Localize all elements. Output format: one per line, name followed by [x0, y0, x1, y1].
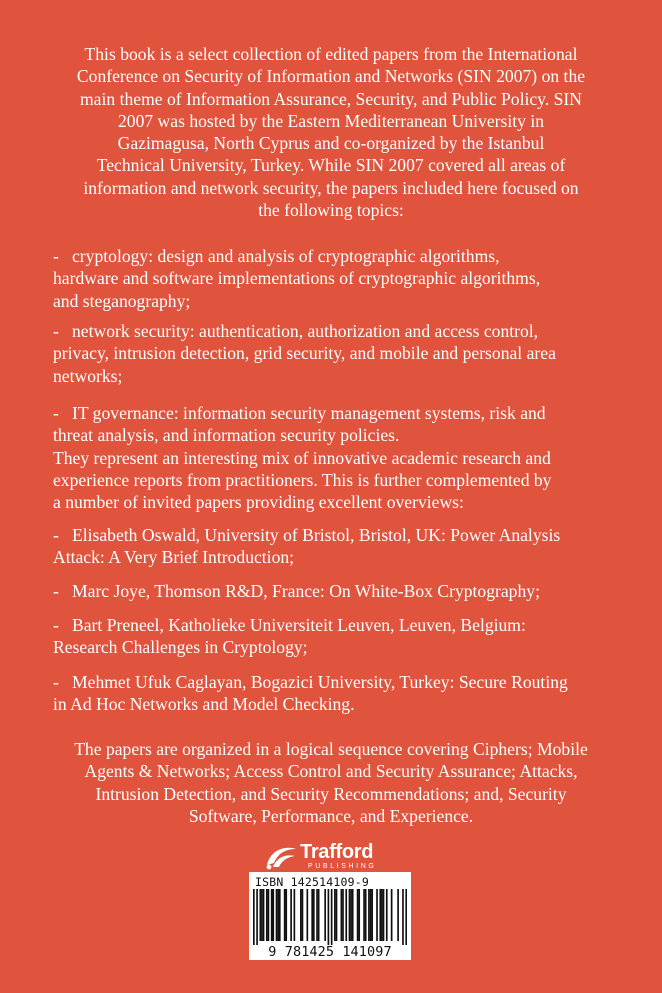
barcode-box: [249, 872, 411, 960]
intro-line: This book is a select collection of edited papers from the International: [84, 44, 578, 64]
barcode-bar: [342, 889, 344, 941]
barcode-bar: [405, 889, 407, 945]
barcode-bar: [271, 889, 273, 941]
closing-paragraph: [40, 738, 622, 827]
invited-preneel: [53, 614, 628, 659]
barcode-bar: [277, 889, 279, 941]
barcode-bar: [256, 889, 258, 945]
intro-line: Conference on Security of Information and Networks (SIN 2007) on the: [76, 66, 586, 87]
barcode-bar: [383, 889, 385, 941]
barcode-bar: [272, 889, 274, 941]
barcode-bar: [266, 889, 268, 941]
barcode-bar: [306, 889, 308, 941]
publisher-subtitle: PUBLISHING: [308, 863, 377, 870]
publisher-name: Trafford: [300, 841, 374, 863]
barcode-bar: [402, 889, 404, 945]
topic-line: [53, 245, 628, 267]
intro-line: Technical University, Turkey. While SIN 2007 covered all areas of: [96, 155, 566, 176]
invited-text: Marc Joye, Thomson R&D, France: On White-Box Cryptography;: [72, 581, 540, 601]
topic-line: threat analysis, and information security policies.: [53, 425, 400, 446]
topic-text: cryptology: design and analysis of cryptographic algorithms,: [72, 246, 500, 266]
barcode-bar: [352, 889, 354, 941]
barcode-bar: [284, 889, 286, 941]
topic-text: network security: authentication, authorization and access control,: [72, 321, 539, 341]
dash-bullet: -: [53, 246, 59, 266]
barcode-bar: [316, 889, 318, 941]
dash-bullet: -: [53, 672, 59, 692]
topic-it-governance: [53, 402, 628, 513]
barcode-bars: [253, 889, 407, 945]
dash-bullet: -: [53, 403, 59, 423]
barcode-bar: [386, 889, 388, 941]
barcode-bar: [313, 889, 315, 941]
topic-cryptology: [53, 245, 628, 312]
closing-line: Intrusion Detection, and Security Recommendations; and, Security: [95, 783, 567, 804]
invited-caglayan: [53, 671, 628, 716]
barcode-bar: [259, 889, 261, 941]
mix-line: They represent an interesting mix of innovative academic research and: [53, 447, 551, 468]
barcode-bar: [328, 889, 330, 945]
barcode-bar: [397, 889, 399, 941]
invited-line: in Ad Hoc Networks and Model Checking.: [53, 694, 355, 715]
barcode-bar: [376, 889, 378, 941]
barcode-bar: [276, 889, 278, 941]
intro-line: Gazimagusa, North Cyprus and co-organized by the Istanbul: [117, 133, 545, 154]
barcode-bar: [358, 889, 360, 941]
trafford-wave-icon: [264, 843, 298, 871]
mix-line: a number of invited papers providing excellent overviews:: [53, 492, 464, 513]
barcode-bar: [253, 889, 255, 945]
topic-text: IT governance: information security management systems, risk and: [72, 403, 546, 423]
invited-oswald: [53, 524, 628, 569]
closing-line: Agents & Networks; Access Control and Security Assurance; Attacks,: [84, 761, 578, 782]
invited-text: Elisabeth Oswald, University of Bristol, Bristol, UK: Power Analysis: [72, 525, 561, 545]
barcode-bar: [371, 889, 373, 941]
invited-line: [53, 671, 628, 693]
barcode-bar: [391, 889, 393, 941]
barcode-bar: [357, 889, 359, 941]
barcode-bar: [336, 889, 338, 941]
barcode-bar: [334, 889, 336, 941]
invited-line: Attack: A Very Brief Introduction;: [53, 547, 295, 568]
barcode-bar: [345, 889, 347, 941]
barcode-bar: [370, 889, 372, 941]
barcode-bar: [324, 889, 326, 941]
intro-paragraph: [40, 43, 622, 221]
barcode-bar: [379, 889, 381, 941]
barcode-bar: [349, 889, 351, 941]
barcode-bar: [300, 889, 302, 941]
ean-digits: 9 781425 141097: [268, 944, 392, 960]
barcode-bar: [363, 889, 365, 941]
invited-line: [53, 614, 628, 636]
barcode-bar: [365, 889, 367, 941]
dash-bullet: -: [53, 615, 59, 635]
closing-line: The papers are organized in a logical sequence covering Ciphers; Mobile: [74, 739, 588, 759]
invited-line: [53, 524, 628, 546]
topic-line: privacy, intrusion detection, grid security, and mobile and personal area: [53, 343, 556, 364]
barcode-bar: [268, 889, 270, 941]
dash-bullet: -: [53, 321, 59, 341]
topic-line: networks;: [53, 365, 123, 386]
invited-text: Bart Preneel, Katholieke Universiteit Leuven, Leuven, Belgium:: [72, 615, 526, 635]
mix-line: experience reports from practitioners. This is further complemented by: [53, 469, 552, 490]
intro-line: 2007 was hosted by the Eastern Mediterranean University in: [117, 110, 545, 131]
barcode-bar: [331, 889, 333, 945]
topic-line: [53, 320, 628, 342]
barcode-bar: [279, 889, 281, 941]
topic-line: hardware and software implementations of cryptographic algorithms,: [53, 268, 541, 289]
barcode-bar: [381, 889, 383, 941]
barcode-bar: [261, 889, 263, 941]
topic-line: [53, 402, 628, 424]
barcode-bar: [290, 889, 292, 941]
barcode-bar: [311, 889, 313, 941]
topic-line: and steganography;: [53, 290, 191, 311]
invited-text: Mehmet Ufuk Caglayan, Bogazici University, Turkey: Secure Routing: [72, 672, 568, 692]
barcode-bar: [368, 889, 370, 941]
dash-bullet: -: [53, 525, 59, 545]
invited-line: [53, 580, 628, 602]
invited-line: Research Challenges in Cryptology;: [53, 637, 308, 658]
intro-line: main theme of Information Assurance, Security, and Public Policy. SIN: [80, 88, 582, 109]
barcode-bar: [350, 889, 352, 941]
intro-line: the following topics:: [258, 200, 404, 221]
barcode-bar: [294, 889, 296, 941]
barcode-bar: [263, 889, 265, 941]
dash-bullet: -: [53, 581, 59, 601]
invited-joye: [53, 580, 628, 602]
barcode-bar: [341, 889, 343, 941]
isbn-label: ISBN 142514109-9: [255, 875, 369, 889]
topic-network-security: [53, 320, 628, 387]
barcode-bar: [285, 889, 287, 941]
publisher-logo: [264, 843, 424, 873]
barcode-bar: [302, 889, 304, 941]
intro-line: information and network security, the papers included here focused on: [83, 177, 579, 198]
closing-line: Software, Performance, and Experience.: [188, 805, 474, 826]
barcode-bar: [318, 889, 320, 941]
